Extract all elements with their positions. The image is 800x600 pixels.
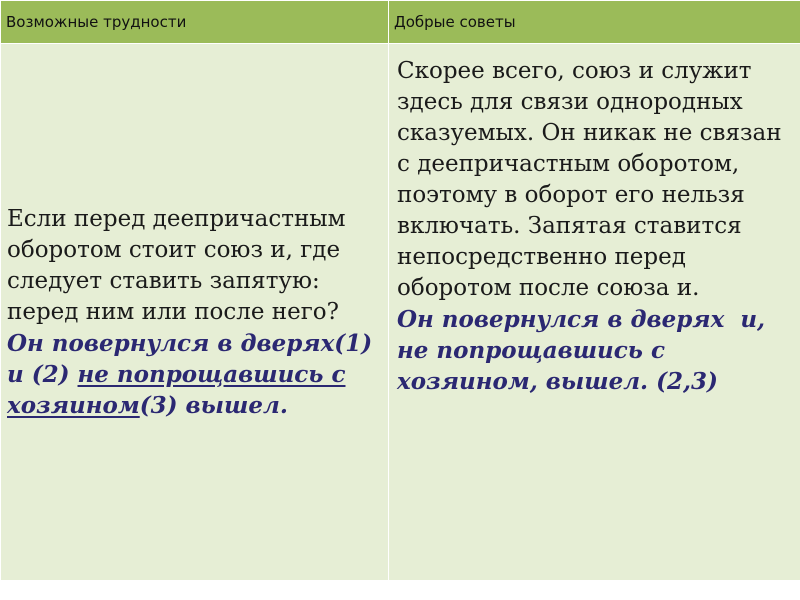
header-advice-label: Добрые советы [394, 13, 516, 31]
table-body-row [1, 44, 800, 581]
advice-content [389, 44, 800, 397]
advice-cell [389, 44, 800, 581]
advice-text: Скорее всего, союз и служит здесь для связи однородных сказуемых. Он никак не связан с деепричастным оборотом, поэтому в оборот его нельзя включать. Запятая ставится непосредственно перед оборотом после союза и. [397, 58, 782, 301]
difficulty-example-part1: Он повернулся в дверях(1) и (2) [7, 329, 373, 388]
difficulty-content [1, 204, 388, 421]
advice-example: Он повернулся в дверях и, не попрощавшись с хозяином, вышел. (2,3) [397, 306, 774, 395]
difficulty-example-underlined: не попрощавшись с хозяином [7, 360, 346, 419]
header-difficulties [1, 1, 389, 44]
difficulty-example [7, 328, 384, 421]
header-difficulties-label: Возможные трудности [6, 13, 187, 31]
difficulty-cell [1, 44, 389, 581]
header-advice [389, 1, 800, 44]
difficulty-example-part2: (3) вышел. [139, 391, 288, 419]
table-header-row [1, 1, 800, 44]
difficulty-question: Если перед деепричастным оборотом стоит союз и, где следует ставить запятую: перед ним или после него? [7, 205, 346, 325]
